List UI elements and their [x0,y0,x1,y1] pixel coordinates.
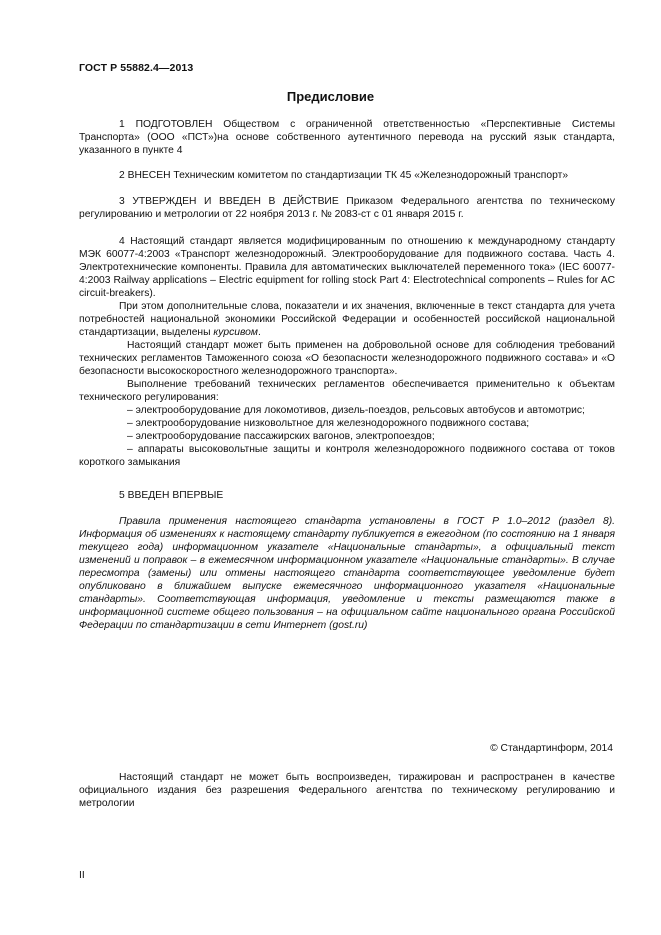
document-id: ГОСТ Р 55882.4—2013 [79,62,194,74]
item-1-text: 1 ПОДГОТОВЛЕН Обществом с ограниченной ответственностью «Перспективные Системы Транспорта» (ООО «ПСТ»)на основе собственного аутентичного перевода на русский язык стандарта, указанного в пункте 4 [79,119,615,156]
application-rules-text: Правила применения настоящего стандарта установлены в ГОСТ Р 1.0–2012 (раздел 8). Информация об изменениях к настоящему стандарту публикуется в ежегодном (по состоянию на 1 января текущего года) информационном указателе «Национальные стандарты», а официальный текст изменений и поправок – в ежемесячном информационном указателе «Национальные стандарты». В случае пересмотра (замены) или отмены настоящего стандарта соответствующее уведомление будет опубликовано в ближайшем выпуске ежемесячного информационного указателя «Национальные стандарты». Соответствующая информация, уведомление и тексты размещаются также в информационной системе общего пользования – на официальном сайте национального органа Российской Федерации по стандартизации в сети Интернет (gost.ru) [79,516,615,631]
italic-word: курсивом [213,327,258,338]
list-item-high-voltage: – аппараты высоковольтные защиты и контроля железнодорожного подвижного состава от токов короткого замыкания [79,444,615,468]
item-4-requirements: Выполнение требований технических регламентов обеспечивается применительно к объектам технического регулирования: [79,379,615,403]
list-item-locomotives: – электрооборудование для локомотивов, дизель-поездов, рельсовых автобусов и автомотрис; [127,405,585,416]
reproduction-notice: Настоящий стандарт не может быть воспроизведен, тиражирован и распространен в качестве официального издания без разрешения Федерального агентства по техническому регулированию и метрологии [79,772,615,809]
application-rules [79,515,615,632]
additional-words-end: . [257,327,261,338]
page-title: Предисловие [286,89,375,104]
item-5 [79,489,615,502]
item-5-text: 5 ВВЕДЕН ВПЕРВЫЕ [119,490,224,501]
item-4 [79,235,615,469]
list-item-passenger-cars: – электрооборудование пассажирских вагонов, электропоездов; [127,431,435,442]
copyright: © Стандартинформ, 2014 [490,743,613,754]
item-1 [79,118,615,157]
page-number: II [79,870,85,881]
item-3-text: 3 УТВЕРЖДЕН И ВВЕДЕН В ДЕЙСТВИЕ Приказом Федерального агентства по техническому регулированию и метрологии от 22 ноября 2013 г. № 2083-ст с 01 января 2015 г. [79,196,615,220]
item-4-additional-words [79,300,615,339]
item-3 [79,195,615,221]
item-2 [79,169,615,182]
additional-words-text: При этом дополнительные слова, показатели и их значения, включенные в текст стандарта для учета потребностей национальной экономики Российской Федерации и особенностей российской национальной стандартизации, выделены [79,301,615,338]
list-item-low-voltage: – электрооборудование низковольтное для железнодорожного подвижного состава; [127,418,530,429]
item-4-voluntary-basis: Настоящий стандарт может быть применен на добровольной основе для соблюдения требований технических регламентов Таможенного союза «О безопасности железнодорожного подвижного состава» и «О безопасности высокоскоростного железнодорожного транспорта». [79,340,615,377]
item-4-text: 4 Настоящий стандарт является модифицированным по отношению к международному стандарту МЭК 60077-4:2003 «Транспорт железнодорожный. Электрооборудование для подвижного состава. Часть 4. Электротехнические компоненты. Правила для автоматических выключателей переменного тока» (IEC 60077-4:2003 Railway applications – Electric equipment for rolling stock Part 4: Electrotechnical components – Rules for AC circuit-breakers). [79,236,615,299]
item-2-text: 2 ВНЕСЕН Техническим комитетом по стандартизации ТК 45 «Железнодорожный транспорт» [119,170,569,181]
